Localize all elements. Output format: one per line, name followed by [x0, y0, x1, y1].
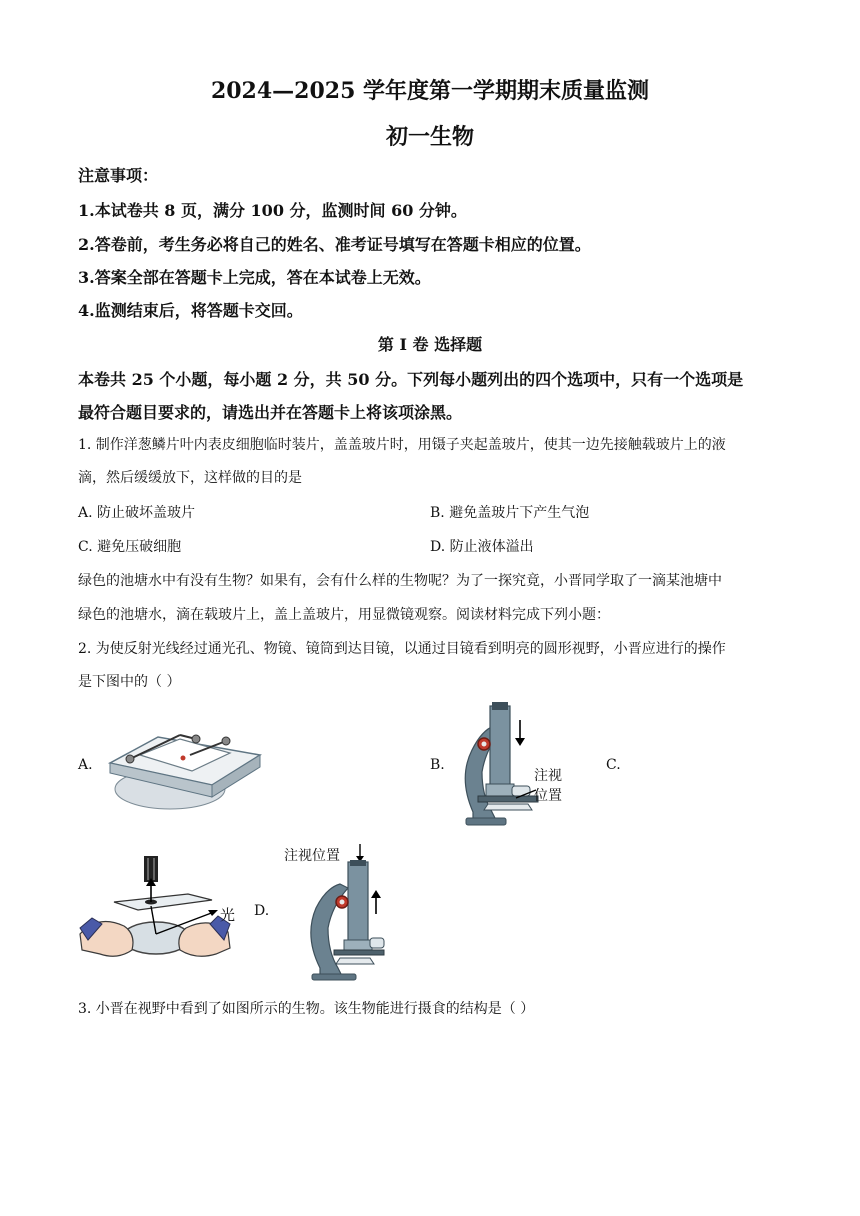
note-item: 4.监测结束后，将答题卡交回。	[78, 301, 303, 320]
figure-c-hands-mirror-image	[78, 854, 248, 966]
figure-d-caption: 注视位置	[284, 848, 340, 864]
material-text: 绿色的池塘水，滴在载玻片上，盖上盖玻片，用显微镜观察。阅读材料完成下列小题：	[78, 607, 610, 623]
exam-subtitle: 初一生物	[385, 124, 474, 150]
figure-b-caption-line1: 注视	[534, 768, 562, 784]
figure-a-label: A.	[78, 757, 93, 773]
option-a: A. 防止破坏盖玻片	[78, 505, 196, 521]
figure-b-microscope-image	[448, 700, 578, 830]
section-title: 第 I 卷 选择题	[377, 335, 483, 354]
note-item: 2.答卷前，考生务必将自己的姓名、准考证号填写在答题卡相应的位置。	[78, 235, 591, 254]
question-3-text: 3. 小晋在视野中看到了如图所示的生物。该生物能进行摄食的结构是（ ）	[78, 1001, 535, 1017]
figure-d-label: D.	[254, 903, 270, 919]
figure-c-label: C.	[606, 757, 621, 773]
option-d: D. 防止液体溢出	[430, 539, 534, 555]
figure-a-stage-image	[100, 715, 262, 813]
figure-c-light-label: 光	[220, 906, 236, 924]
note-item: 1.本试卷共 8 页，满分 100 分，监测时间 60 分钟。	[78, 201, 467, 220]
option-b: B. 避免盖玻片下产生气泡	[430, 505, 590, 521]
question-1-text: 1. 制作洋葱鳞片叶内表皮细胞临时装片，盖盖玻片时，用镊子夹起盖玻片，使其一边先接触载玻片上的液	[78, 437, 726, 453]
exam-title: 2024—2025 学年度第一学期期末质量监测	[210, 78, 650, 104]
question-2-text: 2. 为使反射光线经过通光孔、物镜、镜筒到达目镜，以通过目镜看到明亮的圆形视野，小晋应进行的操作	[78, 641, 726, 657]
question-2-text: 是下图中的（ ）	[78, 674, 181, 690]
note-item: 3.答案全部在答题卡上完成，答在本试卷上无效。	[78, 268, 431, 287]
section-intro: 本卷共 25 个小题，每小题 2 分，共 50 分。下列每小题列出的四个选项中，只有一个选项是	[78, 370, 744, 389]
question-1-text: 滴，然后缓缓放下，这样做的目的是	[78, 470, 302, 486]
figure-b-label: B.	[430, 757, 445, 773]
figure-d-microscope-image	[282, 842, 402, 982]
option-c: C. 避免压破细胞	[78, 539, 182, 555]
section-intro: 最符合题目要求的，请选出并在答题卡上将该项涂黑。	[78, 403, 463, 422]
notes-heading: 注意事项：	[78, 166, 159, 185]
material-text: 绿色的池塘水中有没有生物？如果有，会有什么样的生物呢？为了一探究竟，小晋同学取了一滴某池塘中	[78, 573, 722, 589]
figure-b-caption-line2: 位置	[534, 788, 562, 804]
